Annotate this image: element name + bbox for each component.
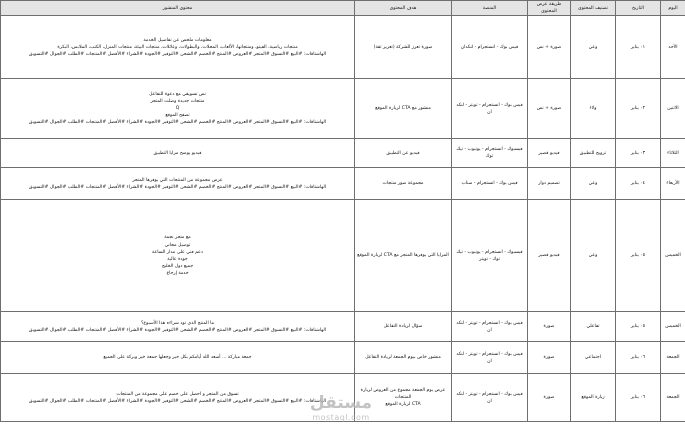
table-row <box>1 312 685 342</box>
cell-goal: صورة تعزز للشركة (تعزيز ثقة) <box>355 16 452 79</box>
cell-goal: منشور خاص بيوم الجمعة لزيادة التفاعل <box>355 342 452 374</box>
cell-content <box>1 139 355 168</box>
content-line: الهاشتاقات: #البيع #التسوق #المتجر #العروض #المنتج #الخصم #الشحن #التوفير #الجودة #الشراء #الأفضل #المنتجات #الطلب #الجوال #التسويق <box>28 51 327 57</box>
content-line: منتجات رياضية، الفيتو، ومنتجاتها، الألعاب، المحلات، والبطولات، وعائلات، منتجات البيئة، منتجات المنزل، الكتب، الملابس، البكرة <box>57 44 298 50</box>
content-line: الهاشتاقات: #البيع #التسوق #المتجر #العروض #المنتج #الخصم #الشحن #التوفير #الجودة #الشراء #الأفضل #المنتجات #الطلب #الجوال #التسويق <box>28 120 327 126</box>
cell-day: الأحد <box>661 16 685 79</box>
content-line: منتجات جديدة وصلت المتجر <box>150 99 205 105</box>
content-line: الهاشتاقات: #البيع #التسوق #المتجر #العروض #المنتج #الخصم #الشحن #التوفير #الجودة #الشراء #الأفضل #المنتجات #الطلب #الجوال #التسويق <box>28 327 327 333</box>
table-row <box>1 374 685 422</box>
cell-date: ٠٢ يناير <box>616 79 661 139</box>
cell-day: الاثنين <box>661 79 685 139</box>
cell-method: صورة + نص <box>528 79 571 139</box>
goal-line: عرض يوم الجمعة مجموع من العروض لزيارة <box>360 388 446 394</box>
cell-day: الثلاثاء <box>661 139 685 168</box>
header-method: طريقة عرض المحتوى <box>528 1 571 16</box>
cell-content <box>1 200 355 312</box>
watermark-arabic: مستقل <box>309 393 373 413</box>
cell-type: ولاء <box>571 79 616 139</box>
cell-date: ٠١ يناير <box>616 16 661 79</box>
cell-content <box>1 342 355 374</box>
content-line: جميع دول الخليج <box>161 263 194 269</box>
cell-day: الخميس <box>661 312 685 342</box>
content-line: Q <box>175 106 180 112</box>
cell-content <box>1 374 355 422</box>
table-row <box>1 168 685 200</box>
goal-line: المنتجات <box>394 395 412 401</box>
cell-day: الجمعة <box>661 342 685 374</box>
cell-day: الخميس <box>661 200 685 312</box>
content-line: ما المنتج الذي تود شراءه هذا الأسبوع؟ <box>140 320 215 326</box>
table-row <box>1 342 685 374</box>
content-line: عرض مجموعة من المنتجات التي يوفرها المتجر <box>132 177 223 183</box>
cell-date: ٠٥ يناير <box>616 200 661 312</box>
cell-date: ٠٣ يناير <box>616 139 661 168</box>
content-line: معلومات ملخص عن تفاصيل الخدمة <box>143 37 212 43</box>
cell-goal: مجموعة صور منتجات <box>355 168 452 200</box>
cell-date: ٠٥ يناير <box>616 312 661 342</box>
content-line: تسوق من المتجر و احصل على خصم على مجموعة من المنتجات <box>116 391 239 397</box>
cell-goal: منشور مع CTA لزيارة الموقع <box>355 79 452 139</box>
cell-method: فيديو قصير <box>528 139 571 168</box>
content-line: توصيل مجاني <box>164 242 191 248</box>
cell-goal <box>355 374 452 422</box>
cell-method: فيديو قصير <box>528 200 571 312</box>
cell-day: الأربعاء <box>661 168 685 200</box>
cell-type: تفاعلي <box>571 312 616 342</box>
content-line: خدمة إرجاع <box>166 270 189 276</box>
content-line: جودة عالية <box>167 256 188 262</box>
cell-type: وعي <box>571 16 616 79</box>
cell-method: صورة <box>528 312 571 342</box>
cell-content <box>1 168 355 200</box>
header-platform: المنصة <box>452 1 528 16</box>
cell-goal: المزايا التي يوفرها المتجر مع CTA لزيارة الموقع <box>355 200 452 312</box>
cell-method: صورة <box>528 342 571 374</box>
header-content: محتوى المنشور <box>1 1 355 16</box>
content-line: مع متجر نجمة <box>164 235 191 241</box>
cell-method: صورة + نص <box>528 16 571 79</box>
content-line: فيديو يوضح مزايا التطبيق <box>153 150 202 156</box>
cell-goal: سؤال لزيادة التفاعل <box>355 312 452 342</box>
table-row <box>1 200 685 312</box>
cell-platform: فيس بوك - انستجرام - تويتر - لنكد ان <box>452 312 528 342</box>
header-row <box>1 1 685 16</box>
watermark-latin: mostaql.com <box>312 413 370 422</box>
cell-goal: فيديو عن التطبيق <box>355 139 452 168</box>
cell-type: وعي <box>571 168 616 200</box>
content-line: نص تسويقي مع دعوة للتفاعل <box>149 91 206 97</box>
table-row <box>1 16 685 79</box>
cell-date: ٠٦ يناير <box>616 374 661 422</box>
cell-platform: فيس بوك - انستجرام - تويتر - لنكد ان <box>452 374 528 422</box>
cell-method: تصميم دوار <box>528 168 571 200</box>
cell-method: صورة <box>528 374 571 422</box>
cell-type: ترويج للتطبيق <box>571 139 616 168</box>
cell-platform: فيس بوك - انستجرام - تويتر - لنكد ان <box>452 79 528 139</box>
cell-type: زيارة الموقع <box>571 374 616 422</box>
cell-date: ٠٦ يناير <box>616 342 661 374</box>
cell-day: الجمعة <box>661 374 685 422</box>
content-line: الهاشتاقات: #البيع #التسوق #المتجر #العروض #المنتج #الخصم #الشحن #التوفير #الجودة #الشراء #الأفضل #المنتجات #الطلب #الجوال #التسويق <box>28 398 327 404</box>
header-date: التاريخ <box>616 1 661 16</box>
header-type: تصنيف المحتوى <box>571 1 616 16</box>
cell-platform: فيس بوك - انستجرام - لنكدان <box>452 16 528 79</box>
table-row <box>1 139 685 168</box>
content-line: جمعة مباركة ... أسعد الله أيامكم بكل خير وجعلها جمعة خير وبركة على الجميع <box>103 355 252 361</box>
goal-line: CTA لزيارة الموقع <box>385 402 421 408</box>
header-goal: هدف المحتوى <box>355 1 452 16</box>
content-line: الهاشتاقات: #البيع #التسوق #المتجر #العروض #المنتج #الخصم #الشحن #التوفير #الجودة #الشراء #الأفضل #المنتجات #الطلب #الجوال #التسويق <box>28 184 327 190</box>
cell-content <box>1 79 355 139</box>
cell-platform: فيس بوك - انستجرام - سناب <box>452 168 528 200</box>
cell-platform: فيسبوك - انستجرام - يوتيوب - تيك توك - تويتر <box>452 200 528 312</box>
cell-content <box>1 312 355 342</box>
cell-platform: فيس بوك - انستجرام - تويتر - لنكد ان <box>452 342 528 374</box>
cell-date: ٠٤ يناير <box>616 168 661 200</box>
cell-platform: فيسبوك - انستجرام - يوتيوب - تيك توك <box>452 139 528 168</box>
content-line: دعم فني على مدار الساعة <box>152 249 203 255</box>
cell-type: وعي <box>571 200 616 312</box>
cell-content <box>1 16 355 79</box>
cell-type: اجتماعي <box>571 342 616 374</box>
table-row <box>1 79 685 139</box>
content-line: تصفح الموقع <box>165 113 190 119</box>
header-day: اليوم <box>661 1 685 16</box>
